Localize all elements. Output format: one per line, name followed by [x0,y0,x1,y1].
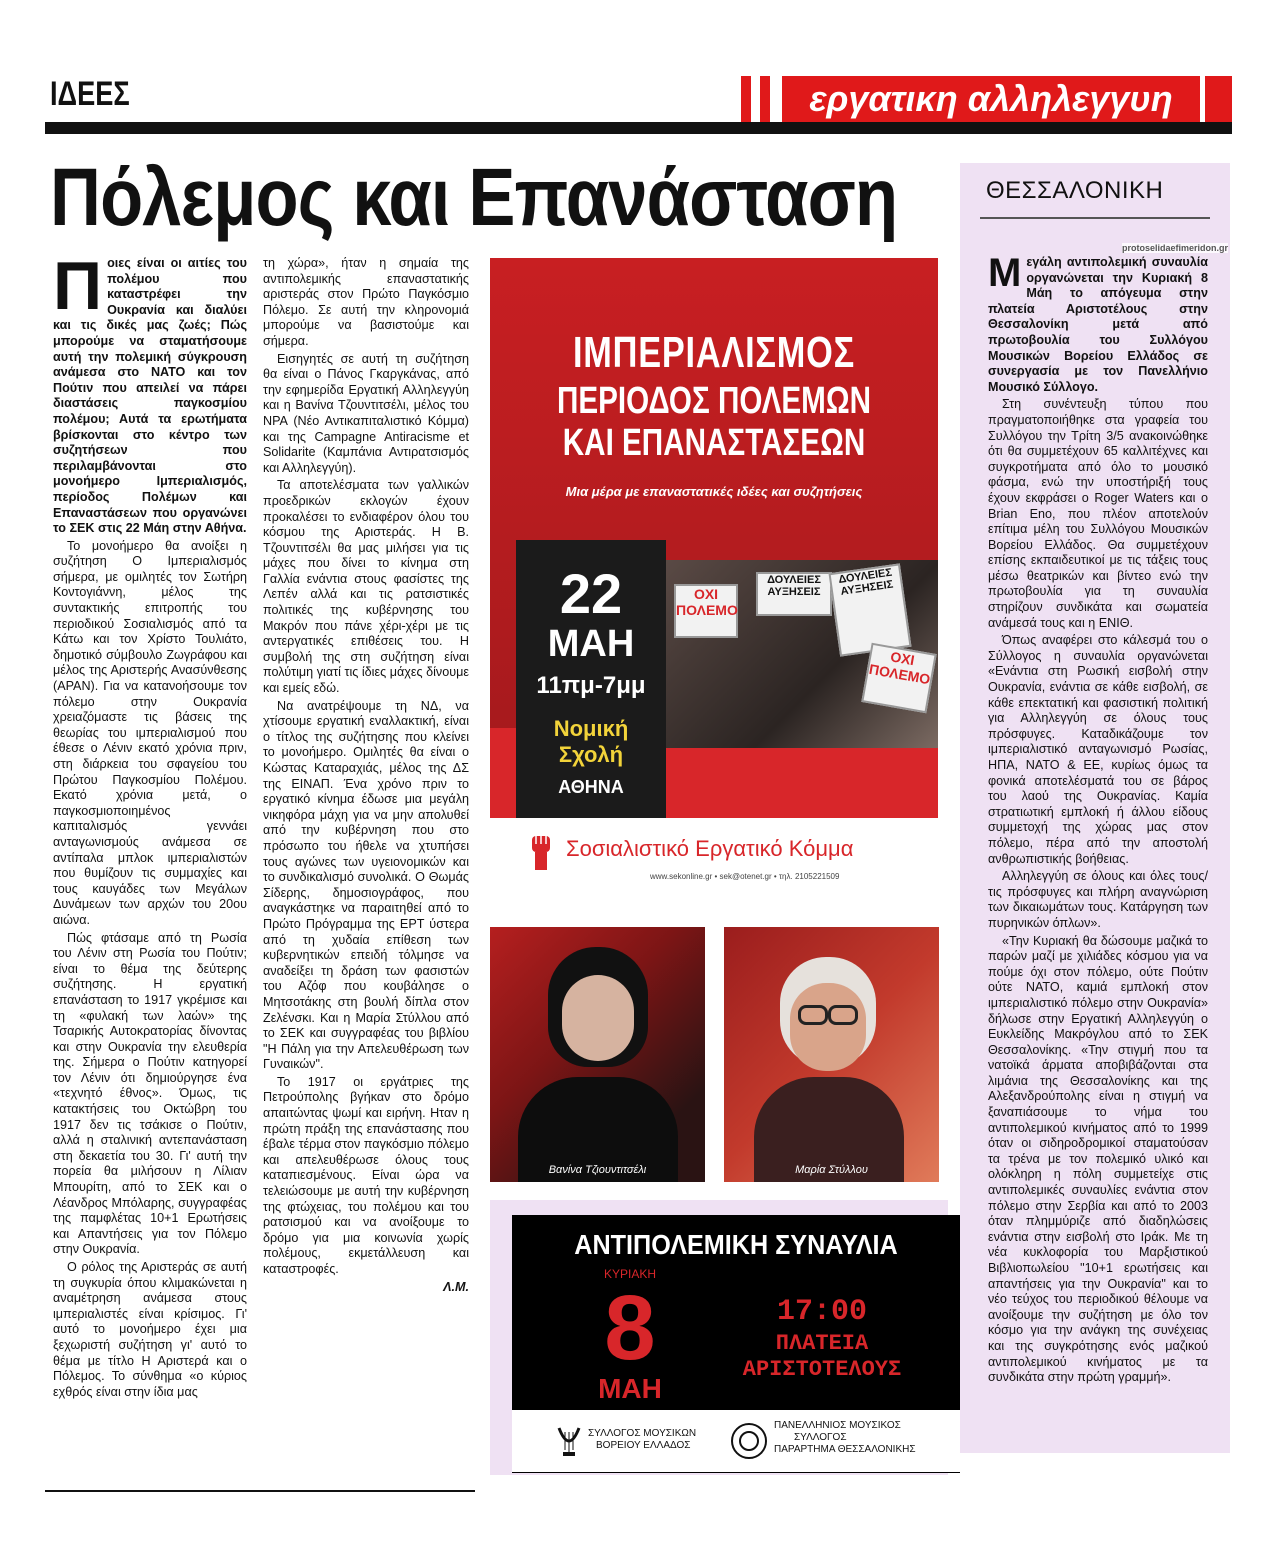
article-headline: Πόλεμος και Επανάσταση [50,152,898,243]
header-rule [45,122,1232,134]
poster-subtitle: Μια μέρα με επαναστατικές ιδέες και συζητήσεις [565,484,863,499]
sidebar-text [988,251,1208,1388]
speaker-photo-right [724,927,939,1182]
watermark: protoselidaefimeridon.gr [1121,243,1228,253]
paragraph: Όπως αναφέρει στο κάλεσμά του ο Σύλλογος η συναυλία οργανώνεται «Ενάντια στη Ρωσική εισβολή στην Ουκρανία, ενάντια σε κάθε εισβολή, σε κάθε επεκτατική και φασιστική πολιτική για Αλληλεγγύη σε όλους τους πρόσφυγες. Καταδικάζουμε τον ιμπεριαλιστικό ανταγωνισμό Ρωσίας, ΗΠΑ, ΝΑΤΟ & ΕΕ, κυρίως όμως τα φονικά αποτελέσματά του σε βάρος του λαού της Ουκρανίας. Καμία στρατιωτική εμπλοκή ή άλλου είδους συμμετοχή της χώρας μας στον πόλεμο, πέρα από την αποστολή ανθρωπιστικής βοήθειας. [988,633,1208,866]
paragraph: Το μονοήμερο θα ανοίξει η συζήτηση Ο Ιμπεριαλισμός σήμερα, με ομιλητές τον Σωτήρη Κοντογιάννη, μέλος της συντακτικής επιτροπής του περιοδικού Σοσιαλισμός από τα Κάτω και τον Χρίστο Τουλιάτο, δημοτικό σύμβουλο Ζωγράφου και μέλος της Αριστερής Ανασύνθεσης (ΑΡΑΝ). Για να κατανοήσουμε τον πόλεμο στην Ουκρανία χρειαζόμαστε τις βάσεις της θεωρίας του ιμπεριαλισμού που έθεσε ο Λένιν εκατό χρόνια πριν, στη διάρκεια του σφαγείου του Πρώτου Παγκοσμίου Πολέμου. Εκατό χρόνια μετά, ο παγκοσμιοποιημένος καπιταλισμός γεννάει ανταγωνισμούς ανάμεσα σε αντίπαλα μπλοκ ιμπεριαλιστών που θυμίζουν τις συμμαχίες και τους καυγάδες των Μεγάλων Δυνάμεων των αρχών του 20ου αιώνα. [53,538,247,927]
organizer-name: ΠΑΝΕΛΛΗΝΙΟΣ ΜΟΥΣΙΚΟΣ [774,1420,901,1431]
organizer-name: ΒΟΡΕΙΟΥ ΕΛΛΑΔΟΣ [596,1440,691,1451]
date-box [516,540,666,830]
paragraph: Στη συνέντευξη τύπου που πραγματοποιήθηκε στα γραφεία του Συλλόγου την Τρίτη 3/5 ανακοινώθηκε ότι θα συμμετέχουν 65 καλλιτέχνες και συγκροτήματα από όλο το μουσικό φάσμα, ενώ την υποστήριξή τους έχουν εκφράσει ο Roger Waters και ο Brian Eno, που πλέον αποτελούν επίτιμα μέλη του Συλλόγου Μουσικών Βορείου Ελλάδος. Θα συμμετέχουν επίσης εκπαιδευτικοί με τις τάξεις τους μέσω θεατρικών και βίντεο ενώ την πρωτοβουλία για τη συναυλία στηρίζουν συνδικάτα και σωματεία ανάμεσά τους και η ΕΝΙΘ. [988,397,1208,630]
party-name: Σοσιαλιστικό Εργατικό Κόμμα [566,836,854,861]
paragraph: Πώς φτάσαμε από τη Ρωσία του Λένιν στη Ρωσία του Πούτιν; είναι το θέμα της δεύτερης συζήτησης. Η εργατική επανάσταση το 1917 γκρέμισε και τη «φυλακή των λαών» της Τσαρικής Αυτοκρατορίας δίνοντας και στην Ουκρανία την ελευθερία της. Σήμερα ο Πούτιν κατηγορεί τον Λένιν ότι δημιούργησε ένα «τεχνητό έθνος». Όμως, τις κατακτήσεις του Οκτώβρη του 1917 δεν τις τσάκισε ο Πούτιν, αλλά η σταλινική αντεπανάσταση στη δεκαετία του 30. Γι' αυτή την πορεία θα μιλήσουν η Λίλιαν Μπουρίτη, από το ΣΕΚ και ο Λέανδρος Μπόλαρης, συγγραφέας της παμφλέτας 10+1 Ερωτήσεις και Απαντήσεις για τον Πόλεμο στην Ουκρανία. [53,930,247,1257]
article-column-2 [263,256,469,1297]
concert-month: ΜΑΗ [598,1373,662,1404]
protest-sign: ΟΧΙ ΠΟΛΕΜΟ [861,643,936,714]
paragraph: Εισηγητές σε αυτή τη συζήτηση θα είναι ο Πάνος Γκαργκάνας, από την εφημερίδα Εργατική Αλληλεγγύη και η Βανίνα Τζουντιτσέλι, μέλος του ΝΡΑ (Νέο Αντικαπιταλιστικό Κόμμα) και της Campagne Antiracisme et Solidarite (Καμπάνια Αντιρατσισμός και Αλληλεγγύη). [263,351,469,475]
poster-title: ΚΑΙ ΕΠΑΝΑΣΤΑΣΕΩΝ [562,422,866,464]
header-stripe [741,76,751,122]
lead-paragraph: Μεγάλη αντιπολεμική συναυλία οργανώνεται την Κυριακή 8 Μάη το απόγευμα στην πλατεία Αριστοτέλους στην Θεσσαλονίκη μετά από πρωτοβουλία του Συλλόγου Μουσικών Βορείου Ελλάδος σε συνεργασία με τον Πανελλήνιο Μουσικό Σύλλογο. [988,251,1208,394]
author-signature: Λ.Μ. [443,1279,469,1294]
dropcap: Π [53,248,103,324]
protest-sign: ΔΟΥΛΕΙΕΣ ΑΥΞΗΣΕΙΣ [756,572,832,616]
poster-month: ΜΑΗ [547,623,635,665]
poster-day: 22 [559,562,623,625]
poster-venue: Σχολή [558,742,624,767]
glasses [798,1005,828,1025]
newspaper-name: εργατικη αλληλεγγυη [782,76,1200,122]
lyre-icon [554,1424,584,1458]
photo-caption: Βανίνα Τζιουντιτσέλι [548,1164,647,1176]
glasses [828,1005,858,1025]
speaker-photo-left [490,927,705,1182]
seal-icon [730,1422,768,1460]
organizer-name: ΣΥΛΛΟΓΟΣ ΜΟΥΣΙΚΩΝ [588,1428,697,1439]
article-column-1 [53,248,247,1402]
concert-organizers [512,1410,960,1472]
paragraph: Ο ρόλος της Αριστεράς σε αυτή τη συγκυρία όπου κλιμακώνεται η αναμέτρηση ανάμεσα στους ιμπεριαλιστές είναι κρίσιμος. Γι' αυτό το μονοήμερο έχει μια ξεχωριστή συζήτηση γι' αυτό το θέμα με τίτλο Η Αριστερά και ο Πόλεμος. Το σύνθημα «ο κύριος εχθρός είναι στην ίδια μας [53,1260,247,1399]
paragraph: Το 1917 οι εργάτριες της Πετρούπολης βγήκαν στο δρόμο απαιτώντας ψωμί και ειρήνη. Ηταν η πρώτη πράξη της επανάστασης που έβαλε τέρμα στον παγκόσμιο πόλεμο και απελευθέρωσε όλους τους καταπιεσμένους. Είναι ώρα να τελειώσουμε με αυτή την κυβέρνηση της φτώχειας, του πολέμου και του ρατσισμού και να ανοίξουμε το δρόμο για μια κοινωνία χωρίς πολέμους, εκμετάλλευση και καταστροφές. [263,1074,469,1276]
paragraph: Τα αποτελέσματα των γαλλικών προεδρικών εκλογών έχουν προκαλέσει το ενδιαφέρον όλου του κόσμου της Αριστεράς. Η Β. Τζουντιτσέλι θα μας μιλήσει για τις μάχες που δίνει το κίνημα στη Γαλλία ενάντια στους φασίστες της Λεπέν αλλά και τις ρατσιστικές πολιτικές της κυβέρνησης του Μακρόν που πάνε χέρι-χέρι με τις αντεργατικές επιθέσεις του. Η συμβολή της στη συζήτηση είναι πολύτιμη γιατί τις ίδιες μάχες δίνουμε και εμείς εδώ. [263,478,469,696]
header-stripe [760,76,770,122]
organizer-name: ΠΑΡΑΡΤΗΜΑ ΘΕΣΣΑΛΟΝΙΚΗΣ [774,1444,916,1455]
concert-title: ΑΝΤΙΠΟΛΕΜΙΚΗ ΣΥΝΑΥΛΙΑ [574,1229,898,1260]
paragraph: τη χώρα», ήταν η σημαία της αντιπολεμικής επαναστατικής αριστεράς στον Πρώτο Παγκόσμιο Πόλεμο. Σε αυτή την κληρονομιά μπορούμε να βασιστούμε και σήμερα. [263,256,469,348]
paragraph: Αλληλεγγύη σε όλους και όλες τους/τις πρόσφυγες και πλήρη αναγνώριση των δικαιωμάτων τους. Κατάργηση των πυρηνικών όπλων». [988,869,1208,930]
protest-sign: ΔΟΥΛΕΙΕΣ ΑΥΞΗΣΕΙΣ [829,563,912,656]
poster-footer [490,818,938,900]
protest-sign: ΟΧΙ ΠΟΛΕΜΟ [674,584,738,638]
speaker-face [562,975,634,1061]
speaker-face [790,983,866,1071]
concert-place: ΑΡΙΣΤΟΤΕΛΟΥΣ [742,1357,902,1382]
party-contacts: www.sekonline.gr • sek@otenet.gr • τηλ. 2105221509 [650,872,840,881]
dropcap: Μ [988,251,1022,295]
footer-rule [45,1490,475,1492]
poster-hours: 11πμ-7μμ [536,672,646,699]
lead-paragraph: Ποιες είναι οι αιτίες του πολέμου που καταστρέφει την Ουκρανία και διαλύει και τις δικές μας ζωές; Πώς μπορούμε να σταματήσουμε αυτή την πολεμική σύγκρουση ανάμεσα στο ΝΑΤΟ και τον Πούτιν που απειλεί να πάρει διαστάσεις παγκοσμίου πολέμου; Αυτά τα ερωτήματα βρίσκονται στο κέντρο των συζητήσεων που περιλαμβάνονται στο μονοήμερο Ιμπεριαλισμός, περίοδος Πολέμων και Επαναστάσεων που οργανώνει το ΣΕΚ στις 22 Μάη στην Αθήνα. [53,248,247,536]
poster-venue: Νομική [553,716,629,741]
photo-caption: Μαρία Στύλλου [795,1164,868,1176]
protest-photo [666,560,938,748]
sidebar-box [960,163,1230,1453]
organizer-name: ΣΥΛΛΟΓΟΣ [794,1432,847,1443]
sidebar-title: ΘΕΣΣΑΛΟΝΙΚΗ [986,177,1164,204]
event-poster [490,258,938,900]
concert-day: 8 [604,1277,656,1379]
concert-place: ΠΛΑΤΕΙΑ [775,1331,869,1356]
section-label: ΙΔΕΕΣ [50,75,130,113]
paragraph: «Την Κυριακή θα δώσουμε μαζικά το παρών μαζί με χιλιάδες κόσμου για να πούμε όχι στον πόλεμο, ούτε Πούτιν ούτε ΝΑΤΟ, καμιά εμπλοκή στον ιμπεριαλιστικό πόλεμο στην Ουκρανία» δήλωσε στην Εργατική Αλληλεγγύη ο Ευκλείδης Μακρόγλου από το ΣΕΚ Θεσσαλονίκης. «Την στιγμή που τα νατοϊκά άρματα αποβιβάζονται στα λιμάνια της Θεσσαλονίκης και της Αλεξανδρούπολης είναι η στιγμή να ξαναπιάσουμε το νήμα του αντιπολεμικού κινήματος από το 1999 όταν οι σιδηροδρομικοί σταματούσαν τα τρένα με τον πολεμικό υλικό και ολόκληρη η πόλη συμμετείχε στις αντιπολεμικές συναυλίες ενάντια στον πόλεμο στην Σερβία και από το 2003 όταν πλημμύριζε από διαδηλώσεις ενάντια στην εισβολή στο Ιράκ. Με τη νέα κυκλοφορία του Μαρξιστικού Βιβλιοπωλείου "10+1 ερωτήσεις και απαντήσεις για την Ουκρανία" και το νέο τεύχος του περιοδικού θέλουμε να ανοίξουμε την συζήτηση με όλο τον κόσμο για την ανάγκη της συνέχειας και της συγκρότησης ενός μαζικού αντιπολεμικού κινήματος με τα συνδικάτα στην πρώτη γραμμή». [988,933,1208,1385]
paragraph: Να ανατρέψουμε τη ΝΔ, να χτίσουμε εργατική εναλλακτική, είναι ο τίτλος της συζήτησης που κλείνει το μονοήμερο. Ομιλητές θα είναι ο Κώστας Καταραχιάς, μέλος της ΔΣ της ΕΙΝΑΠ. Ένα χρόνο πριν το εργατικό κίνημα έδωσε μια μεγάλη νικηφόρα μάχη για να μην απολυθεί από την κυβέρνηση που στο πρόσωπο του ήθελε να χτυπήσει τους αγώνες των υγειονομικών και το συνδικαλισμό συνολικά. Ο Θωμάς Σίδερης, δημοσιογράφος, που αναγκάστηκε να παραιτηθεί από το Πρώτο Πρόγραμμα της ΕΡΤ ύστερα από τη χυδαία επίθεση των κυβερνητικών επειδή τόλμησε να αναδείξει τη δράση των φασιστών του Αζόφ που κουβάλησε ο Μητσοτάκης στη βουλή δίπλα στον Ζελένσκι. Και η Μαρία Στύλλου από το ΣΕΚ και συγγραφέας του βιβλίου "Η Πάλη για την Απελευθέρωση των Γυναικών". [263,698,469,1072]
poster-title: ΙΜΠΕΡΙΑΛΙΣΜΟΣ [572,328,856,377]
concert-weekday: ΚΥΡΙΑΚΗ [603,1267,657,1281]
fist-icon [526,832,556,872]
header-stripe [1205,76,1232,122]
poster-title: ΠΕΡΙΟΔΟΣ ΠΟΛΕΜΩΝ [556,380,872,422]
concert-time: 17:00 [776,1295,867,1329]
sidebar-rule [980,217,1210,219]
poster-city: ΑΘΗΝΑ [558,777,624,797]
